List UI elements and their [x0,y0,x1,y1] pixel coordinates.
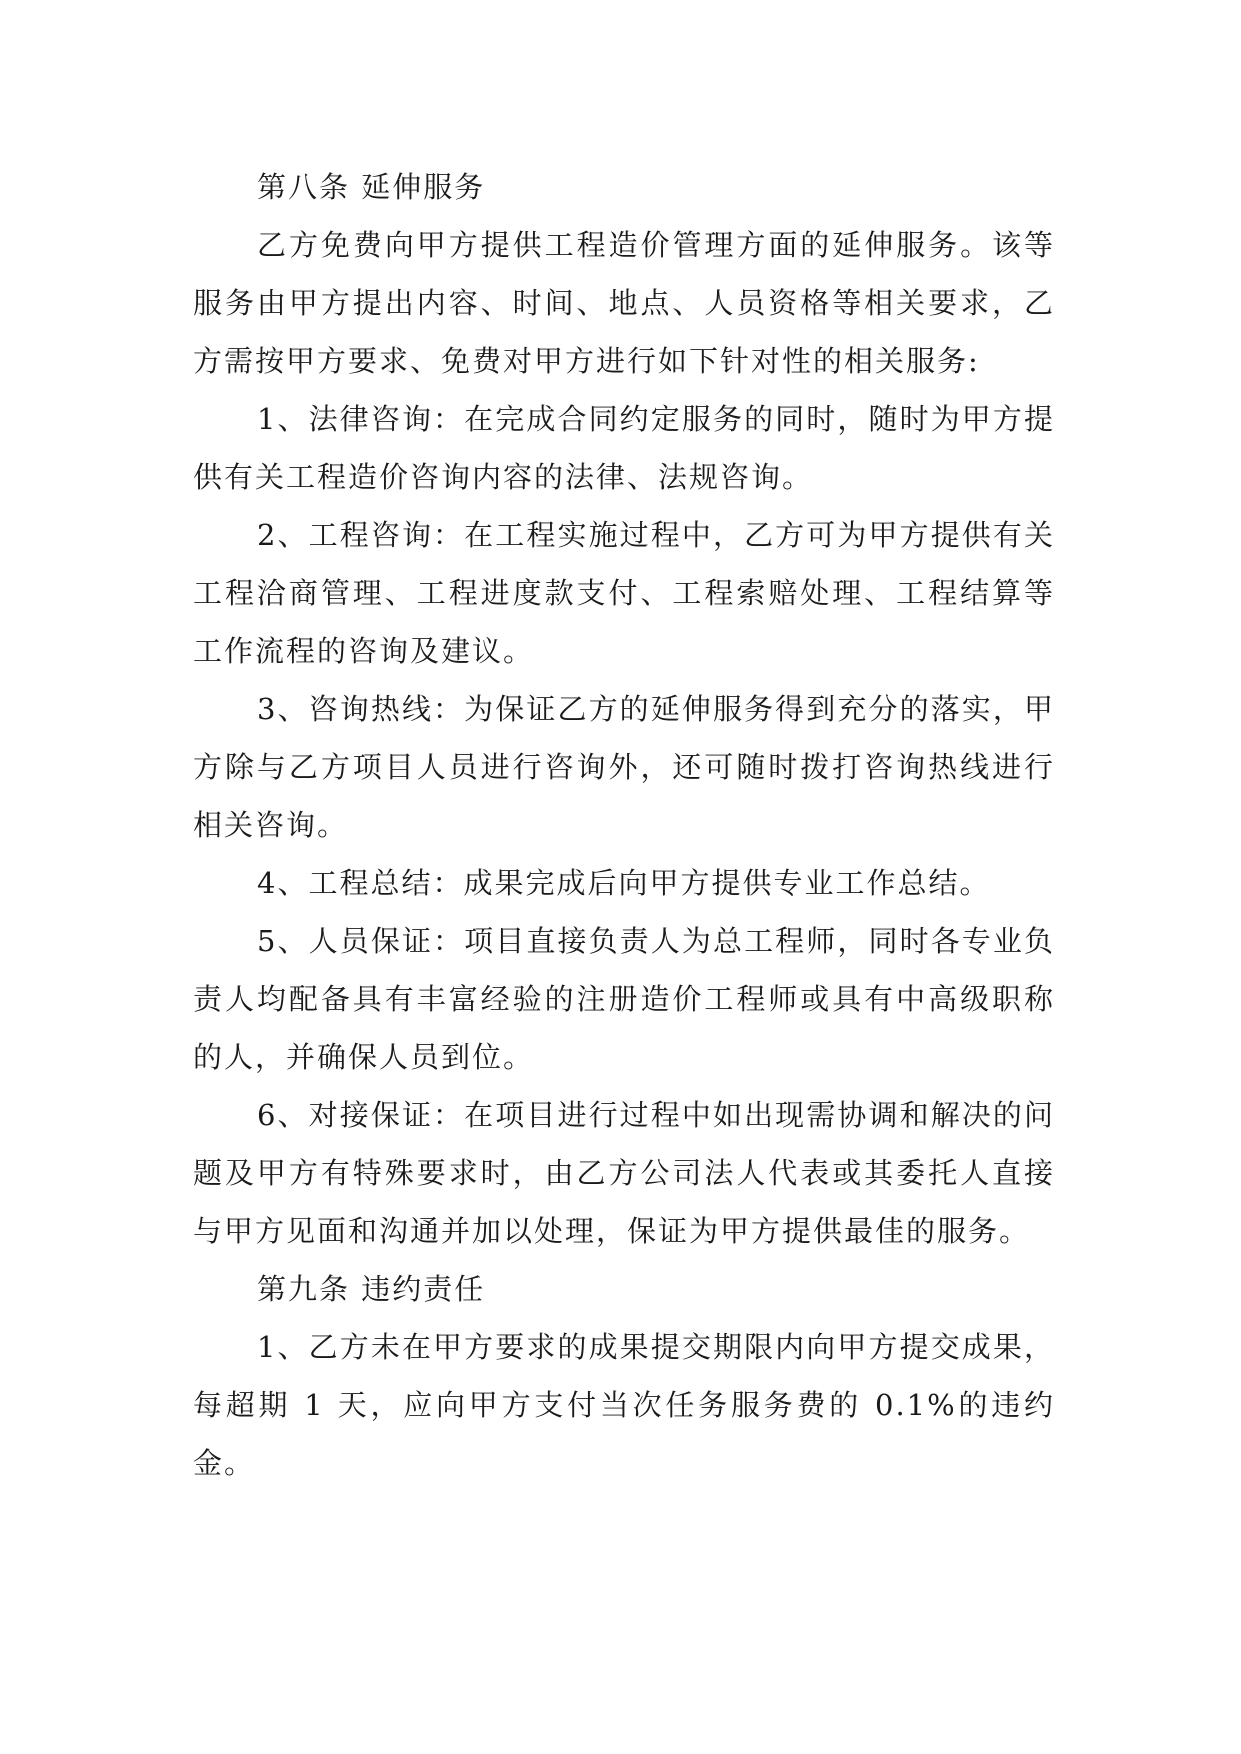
clause-liaison-guarantee: 6、对接保证：在项目进行过程中如出现需协调和解决的问题及甲方有特殊要求时，由乙方公司法人代表或其委托人直接与甲方见面和沟通并加以处理，保证为甲方提供最佳的服务。 [193,1098,1055,1248]
clause-consultation-hotline: 3、咨询热线：为保证乙方的延伸服务得到充分的落实，甲方除与乙方项目人员进行咨询外，还可随时拨打咨询热线进行相关咨询。 [193,692,1055,842]
article-9-heading: 第九条 违约责任 [257,1272,486,1306]
clause-engineering-summary: 4、工程总结：成果完成后向甲方提供专业工作总结。 [257,866,991,900]
article-8-heading: 第八条 延伸服务 [257,170,486,204]
clause-late-delivery-penalty: 1、乙方未在甲方要求的成果提交期限内向甲方提交成果，每超期 1 天，应向甲方支付当次任务服务费的 0.1%的违约金。 [193,1330,1055,1480]
clause-personnel-guarantee: 5、人员保证：项目直接负责人为总工程师，同时各专业负责人均配备具有丰富经验的注册造价工程师或具有中高级职称的人，并确保人员到位。 [193,924,1055,1074]
clause-engineering-consultation: 2、工程咨询：在工程实施过程中，乙方可为甲方提供有关工程洽商管理、工程进度款支付、工程索赔处理、工程结算等工作流程的咨询及建议。 [193,518,1055,668]
clause-legal-consultation: 1、法律咨询：在完成合同约定服务的同时，随时为甲方提供有关工程造价咨询内容的法律、法规咨询。 [193,402,1055,494]
document-body [193,158,1055,1492]
article-8-intro: 乙方免费向甲方提供工程造价管理方面的延伸服务。该等服务由甲方提出内容、时间、地点、人员资格等相关要求，乙方需按甲方要求、免费对甲方进行如下针对性的相关服务: [193,228,1055,378]
